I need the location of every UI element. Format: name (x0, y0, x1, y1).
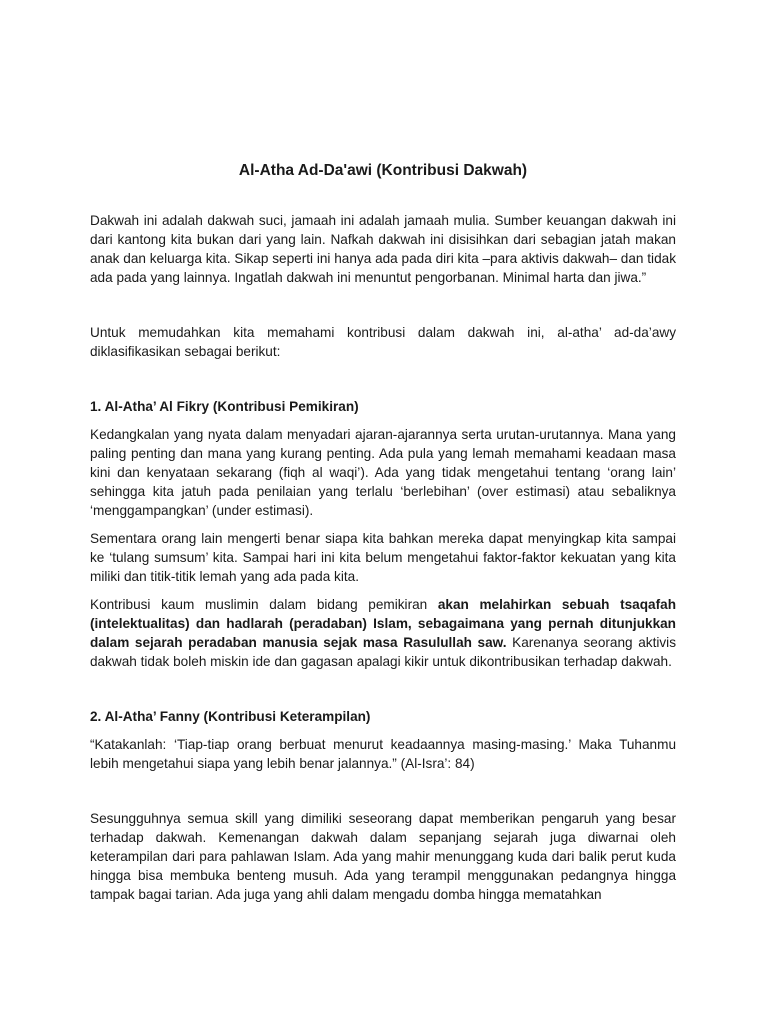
spacer (90, 671, 676, 707)
section1-p3-end: Karenanya seorang aktivis dakwah tidak boleh miskin ide dan gagasan apalagi kikir untuk dikontribusikan terhadap dakwah. (90, 635, 676, 669)
section1-p3-bold: akan melahirkan sebuah tsaqafah (intelektualitas) dan hadlarah (peradaban) Islam, sebagaimana yang pernah ditunjukkan dalam sejarah peradaban manusia sejak masa Rasulullah saw. (90, 597, 676, 650)
page-title: Al-Atha Ad-Da'awi (Kontribusi Dakwah) (238, 162, 528, 179)
spacer (90, 520, 676, 529)
spacer (90, 726, 676, 735)
spacer (90, 361, 676, 397)
section2-paragraph-1: Sesungguhnya semua skill yang dimiliki seseorang dapat memberikan pengaruh yang besar terhadap dakwah. Kemenangan dakwah dalam sepanjang sejarah juga diwarnai oleh keterampilan dari para pahlawan Islam. Ada yang mahir menunggang kuda dari balik perut kuda hingga bisa membuka benteng musuh. Ada yang terampil menggunakan pedangnya hingga tampak bagai tarian. Ada juga yang ahli dalam mengadu domba hingga mematahkan (90, 811, 676, 902)
section2-quote: “Katakanlah: ‘Tiap-tiap orang berbuat menurut keadaannya masing-masing.’ Maka Tuhanmu lebih mengetahui siapa yang lebih benar jalannya.” (Al-Isra’: 84) (90, 737, 676, 771)
spacer (90, 586, 676, 595)
classification-paragraph: Untuk memudahkan kita memahami kontribusi dalam dakwah ini, al-atha’ ad-da’awy diklasifikasikan sebagai berikut: (90, 325, 676, 359)
spacer (90, 287, 676, 323)
section1-paragraph-1: Kedangkalan yang nyata dalam menyadari ajaran-ajarannya serta urutan-urutannya. Mana yang paling penting dan mana yang kurang penting. Ada pula yang lemah memahami keadaan masa kini dan kenyataan sekarang (fiqh al waqi’). Ada yang tidak mengetahui tentang ‘orang lain’ sehingga kita jatuh pada penilaian yang terlalu ‘berlebihan’ (over estimasi) atau sebaliknya ‘menggampangkan’ (under estimasi). (90, 427, 676, 518)
document-page (90, 158, 676, 904)
section1-paragraph-2: Sementara orang lain mengerti benar siapa kita bahkan mereka dapat menyingkap kita sampai ke ‘tulang sumsum’ kita. Sampai hari ini kita belum mengetahui faktor-faktor kekuatan yang kita miliki dan titik-titik lemah yang ada pada kita. (90, 531, 676, 584)
spacer (90, 416, 676, 425)
spacer (90, 773, 676, 809)
section1-paragraph-3 (90, 595, 676, 671)
section-heading-fanny: 2. Al-Atha’ Fanny (Kontribusi Keterampilan) (90, 709, 371, 724)
section-heading-fikry: 1. Al-Atha’ Al Fikry (Kontribusi Pemikiran) (90, 399, 359, 414)
intro-paragraph: Dakwah ini adalah dakwah suci, jamaah ini adalah jamaah mulia. Sumber keuangan dakwah ini dari kantong kita bukan dari yang lain. Nafkah dakwah ini disisihkan dari sebagian jatah makan anak dan keluarga kita. Sikap seperti ini hanya ada pada diri kita –para aktivis dakwah– dan tidak ada pada yang lainnya. Ingatlah dakwah ini menuntut pengorbanan. Minimal harta dan jiwa.” (90, 213, 676, 285)
section1-p3-start: Kontribusi kaum muslimin dalam bidang pemikiran (90, 597, 438, 612)
